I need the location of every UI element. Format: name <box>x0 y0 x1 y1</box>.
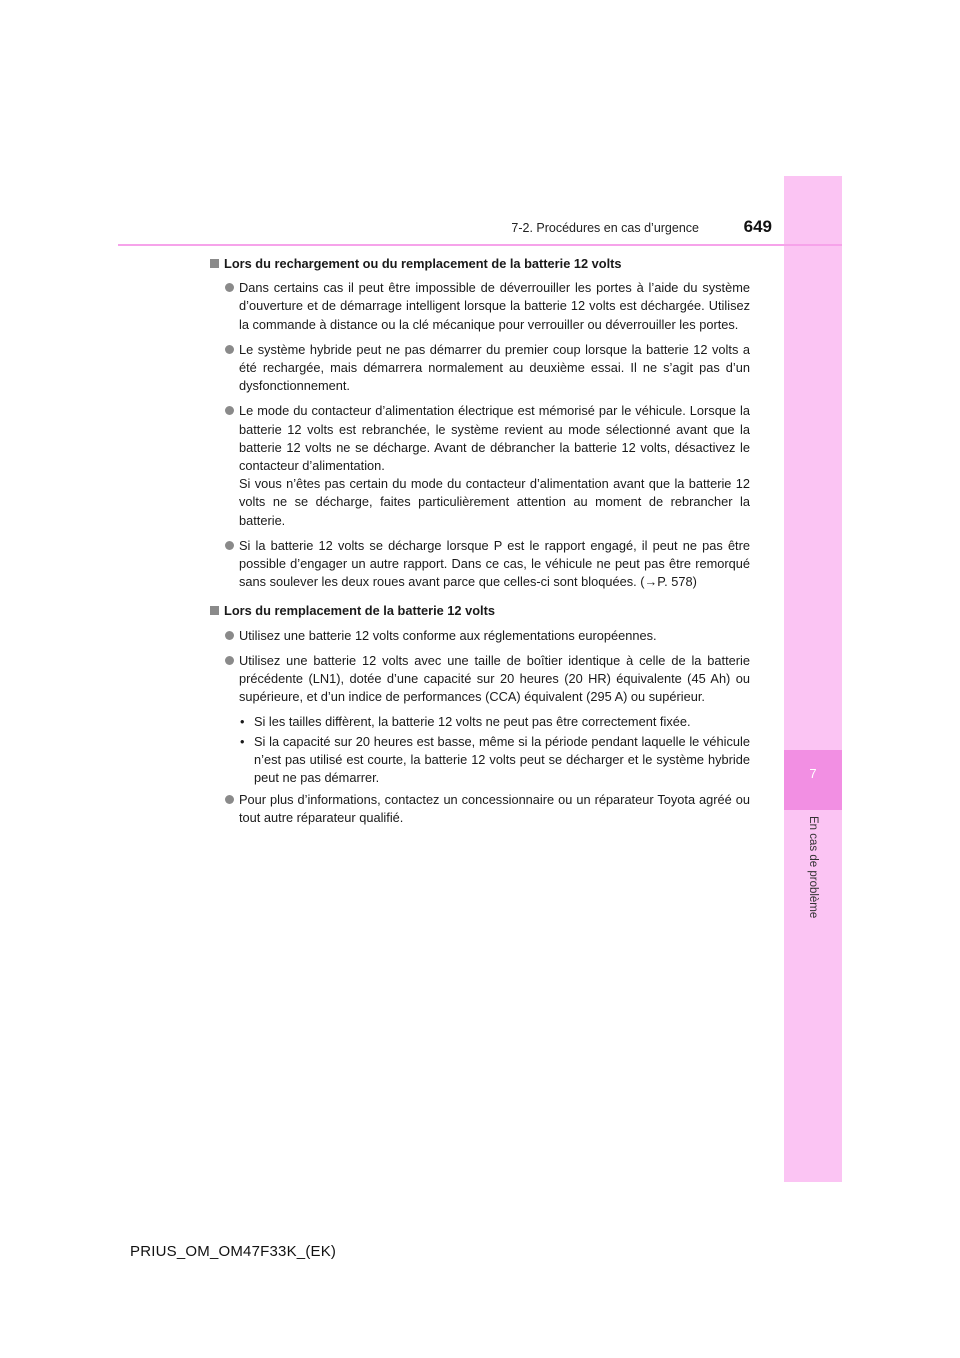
circle-bullet-icon <box>225 656 234 665</box>
section-heading: Lors du rechargement ou du remplacement de la batterie 12 volts <box>210 255 750 273</box>
chapter-side-tab <box>784 176 842 1182</box>
list-item: Si la batterie 12 volts se décharge lorsque P est le rapport engagé, il peut ne pas être possible d’engager un autre rapport. Dans ce cas, le véhicule ne peut pas être remorqué sans soulever les deux roues avant parce que celles-ci sont bloquées. (→P. 578) <box>210 537 750 592</box>
circle-bullet-icon <box>225 541 234 550</box>
circle-bullet-icon <box>225 631 234 640</box>
header-rule <box>118 244 842 246</box>
list-item: Utilisez une batterie 12 volts conforme aux réglementations européennes. <box>210 627 750 645</box>
section-heading: Lors du remplacement de la batterie 12 volts <box>210 602 750 620</box>
page-content <box>210 255 750 835</box>
chapter-number: 7 <box>809 766 817 781</box>
circle-bullet-icon <box>225 345 234 354</box>
list-item: Dans certains cas il peut être impossible de déverrouiller les portes à l’aide du système d’ouverture et de démarrage intelligent lorsque la batterie 12 volts est déchargée. Utilisez la commande à distance ou la clé mécanique pour verrouiller ou déverrouiller les portes. <box>210 279 750 334</box>
footer-doc-code: PRIUS_OM_OM47F33K_(EK) <box>130 1243 337 1260</box>
chapter-title: En cas de problème <box>807 816 819 919</box>
circle-bullet-icon <box>225 406 234 415</box>
square-bullet-icon <box>210 606 219 615</box>
list-item: Le système hybride peut ne pas démarrer du premier coup lorsque la batterie 12 volts a été rechargée, mais démarrera normalement au deuxième essai. Il ne s’agit pas d’un dysfonctionnement. <box>210 341 750 396</box>
list-item: Utilisez une batterie 12 volts avec une taille de boîtier identique à celle de la batterie précédente (LN1), dotée d’une capacité sur 20 heures (20 HR) équivalente (45 Ah) ou supérieure, et d’un indice de performances (CCA) équivalent (295 A) ou supérieur. <box>210 652 750 707</box>
circle-bullet-icon <box>225 795 234 804</box>
sub-list-item: • Si la capacité sur 20 heures est basse, même si la période pendant laquelle le véhicule n’est pas utilisé est courte, la batterie 12 volts peut se décharger et le système hybride peut ne pas démarrer. <box>240 733 750 786</box>
sub-list <box>210 713 750 787</box>
page-number: 649 <box>743 217 772 236</box>
header-section-title: 7-2. Procédures en cas d’urgence <box>511 221 699 235</box>
sub-list-item: • Si les tailles diffèrent, la batterie 12 volts ne peut pas être correctement fixée. <box>240 714 691 730</box>
list-item: Le mode du contacteur d’alimentation électrique est mémorisé par le véhicule. Lorsque la batterie 12 volts est rebranchée, le système revient au mode sélectionné avant que la batterie 12 volts ne se décharge. Avant de débrancher la batterie 12 volts, désactivez le contacteur d’alimentation. Si vous n’êtes pas certain du mode du contacteur d’alimentation avant que la batterie 12 volts ne se décharge, faites particulièrement attention au moment de rebrancher la batterie. <box>210 402 750 529</box>
square-bullet-icon <box>210 259 219 268</box>
list-item: Pour plus d’informations, contactez un concessionnaire ou un réparateur Toyota agréé ou tout autre réparateur qualifié. <box>210 791 750 827</box>
circle-bullet-icon <box>225 283 234 292</box>
